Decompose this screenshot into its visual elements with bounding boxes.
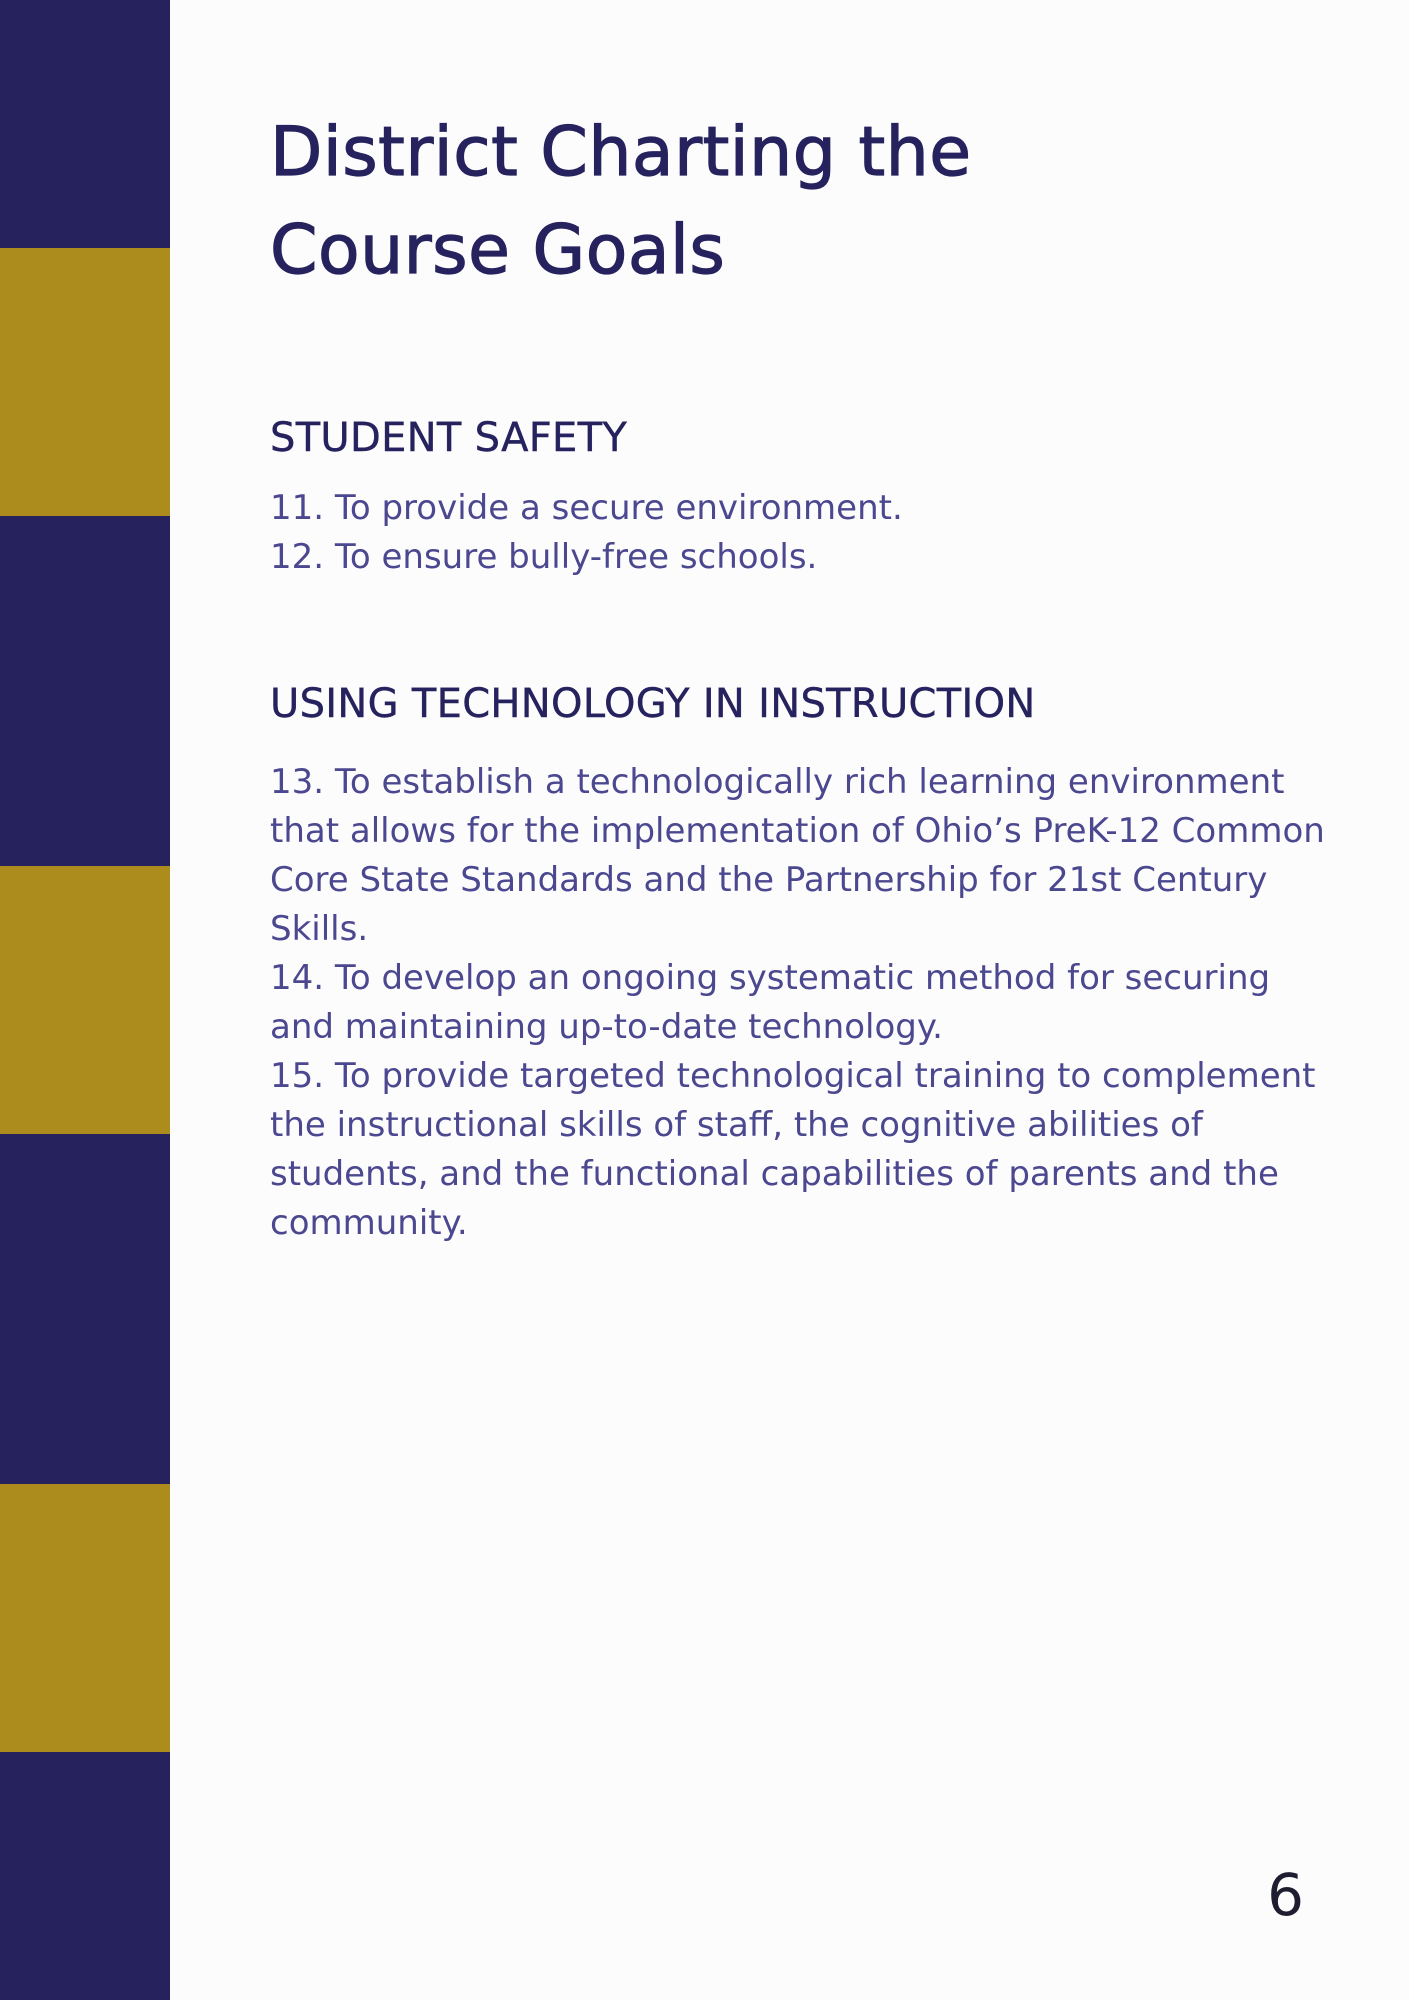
sidebar-stripe-navy [0,1752,170,2000]
page-title [270,104,1330,300]
page-content [270,104,1330,1243]
sidebar-stripe-navy [0,1134,170,1484]
goal-item-14: 14. To develop an ongoing systematic method for securing and maintaining up-to-date technology. [270,958,1271,1047]
decorative-sidebar [0,0,170,2000]
technology-goal-list [270,758,1330,1248]
sidebar-stripe-gold [0,1484,170,1752]
goal-item-12: 12. To ensure bully-free schools. [270,537,818,577]
goal-item-13: 13. To establish a technologically rich learning environment that allows for the implementation of Ohio’s PreK-12 Common Core State Standards and the Partnership for 21st Century Skills. [270,762,1325,949]
student-safety-section [270,414,1330,582]
technology-section [270,680,1330,1248]
technology-heading: USING TECHNOLOGY IN INSTRUCTION [270,681,1036,727]
sidebar-stripe-gold [0,248,170,516]
goal-item-11: 11. To provide a secure environment. [270,488,903,528]
sidebar-stripe-gold [0,866,170,1134]
student-safety-goal-list [270,484,1330,582]
student-safety-heading: STUDENT SAFETY [270,415,628,461]
sidebar-stripe-navy [0,0,170,248]
page-title-line-2: Course Goals [270,211,726,290]
goal-item-15: 15. To provide targeted technological training to complement the instructional skills of staff, the cognitive abilities of students, and the functional capabilities of parents and the community. [270,1056,1316,1243]
sidebar-stripe-navy [0,516,170,866]
page-number: 6 [1267,1861,1304,1929]
page-title-line-1: District Charting the [270,113,972,192]
